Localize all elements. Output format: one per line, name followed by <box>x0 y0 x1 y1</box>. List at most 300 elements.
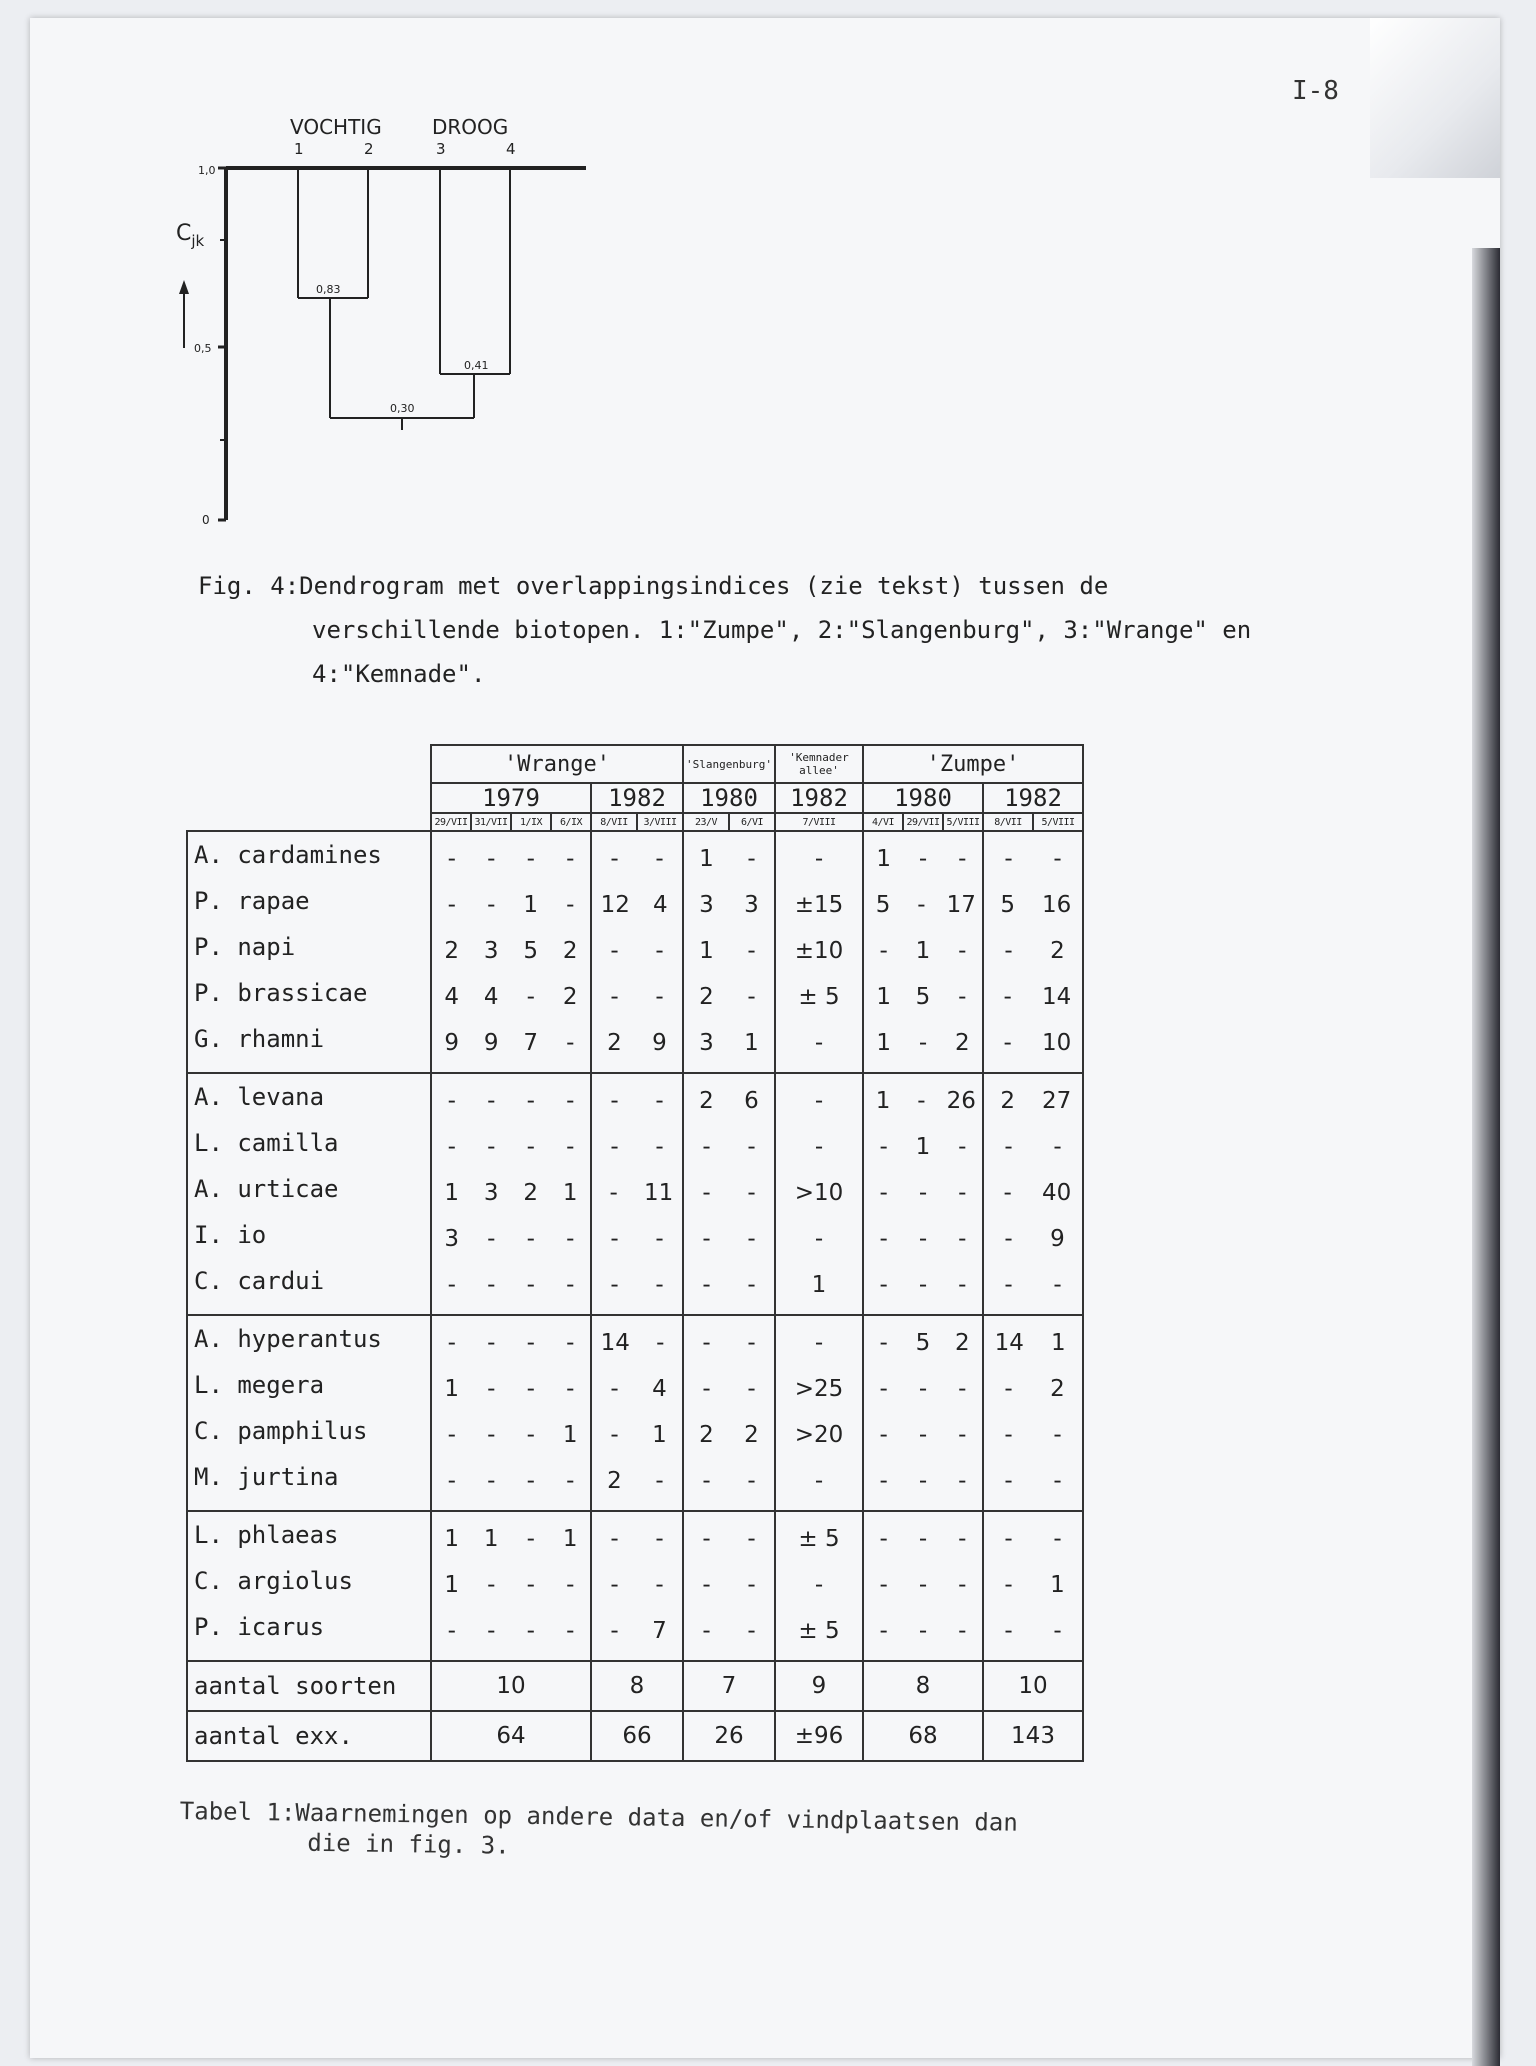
value: 3 <box>444 1226 460 1252</box>
value: - <box>487 1376 496 1402</box>
header-date: 31/VII <box>471 813 511 831</box>
value-line <box>684 1516 774 1562</box>
value-line <box>684 1020 774 1066</box>
species-name: A. urticae <box>194 1175 339 1203</box>
value: - <box>566 1376 575 1402</box>
summary-value: 7 <box>683 1661 775 1711</box>
figure-caption-line2: verschillende biotopen. 1:"Zumpe", 2:"Slangenburg", 3:"Wrange" en <box>312 616 1252 644</box>
value: - <box>1053 1422 1062 1448</box>
dendro-header-droog: DROOG <box>432 115 509 139</box>
value: ± 5 <box>798 984 840 1010</box>
value: 2 <box>744 1422 759 1448</box>
value: 3 <box>483 1180 499 1206</box>
value: - <box>1004 1272 1013 1298</box>
value: - <box>918 1572 928 1598</box>
value: - <box>447 1330 456 1356</box>
value: - <box>747 1180 756 1206</box>
values-cell <box>431 831 591 1073</box>
value-line <box>864 1366 982 1412</box>
value: 7 <box>652 1618 667 1644</box>
value: 1 <box>876 846 891 872</box>
dendro-node-041: 0,41 <box>464 359 489 372</box>
value: - <box>610 1572 619 1598</box>
values-cell <box>983 1511 1083 1661</box>
value: - <box>1053 846 1062 872</box>
dendro-node-030: 0,30 <box>390 402 415 415</box>
header-date: 7/VIII <box>775 813 863 831</box>
value-line <box>776 1608 862 1654</box>
value-line <box>864 1608 982 1654</box>
values-cell <box>591 1511 683 1661</box>
value-line <box>592 1320 682 1366</box>
value: - <box>918 1030 928 1056</box>
values-cell <box>863 831 983 1073</box>
header-date: 29/VII <box>903 813 943 831</box>
value: - <box>958 1572 967 1598</box>
value: 1 <box>562 1422 578 1448</box>
value-line <box>684 928 774 974</box>
value-line <box>432 1608 590 1654</box>
value: 2 <box>607 1030 622 1056</box>
value: - <box>958 1272 967 1298</box>
value: - <box>879 1180 888 1206</box>
value-line <box>684 1124 774 1170</box>
values-cell <box>775 831 863 1073</box>
value: - <box>610 1422 619 1448</box>
value: - <box>879 1572 888 1598</box>
value: 1 <box>562 1180 578 1206</box>
value: - <box>655 984 664 1010</box>
value: - <box>526 984 535 1010</box>
value: - <box>814 1030 824 1056</box>
value-line <box>864 1320 982 1366</box>
value: - <box>526 846 535 872</box>
header-date: 29/VII <box>431 813 471 831</box>
values-cell <box>775 1511 863 1661</box>
value: - <box>958 1526 967 1552</box>
value: - <box>879 938 888 964</box>
value: - <box>1004 1572 1013 1598</box>
value: - <box>610 1272 619 1298</box>
value: - <box>814 1468 824 1494</box>
header-year: 1982 <box>591 783 683 813</box>
value-line <box>864 1516 982 1562</box>
value-line <box>432 1216 590 1262</box>
value: - <box>702 1468 711 1494</box>
value-line <box>432 1516 590 1562</box>
value-line <box>776 1124 862 1170</box>
value: - <box>487 1422 496 1448</box>
dendro-leaf-3: 3 <box>436 140 446 158</box>
dendro-ytick-0: 0 <box>202 513 210 527</box>
value: - <box>526 1468 535 1494</box>
header-site: 'Kemnader allee' <box>775 745 863 783</box>
summary-value: 10 <box>983 1661 1083 1711</box>
header-date: 8/VII <box>591 813 637 831</box>
value: 2 <box>562 938 578 964</box>
value-line <box>592 836 682 882</box>
values-cell <box>591 831 683 1073</box>
species-name: P. brassicae <box>194 979 368 1007</box>
value-line <box>432 1412 590 1458</box>
value: - <box>655 1272 664 1298</box>
value-line <box>684 1216 774 1262</box>
value: 1 <box>744 1030 759 1056</box>
value: - <box>702 1376 711 1402</box>
value-line <box>684 1458 774 1504</box>
value-line <box>984 836 1082 882</box>
value-line <box>776 1170 862 1216</box>
value: - <box>1004 938 1013 964</box>
value: - <box>487 1618 496 1644</box>
values-cell <box>983 831 1083 1073</box>
value: - <box>1004 1468 1013 1494</box>
header-site: 'Slangenburg' <box>683 745 775 783</box>
header-date: 5/VIII <box>1033 813 1083 831</box>
value: - <box>702 1572 711 1598</box>
value: - <box>610 1226 619 1252</box>
value: 2 <box>1050 1376 1065 1402</box>
value-line <box>432 928 590 974</box>
value: - <box>814 1226 824 1252</box>
value-line <box>684 974 774 1020</box>
value: - <box>1053 1618 1062 1644</box>
value: - <box>610 1376 619 1402</box>
value-line <box>864 836 982 882</box>
value: - <box>702 1180 711 1206</box>
value: - <box>566 1572 575 1598</box>
value-line <box>864 1216 982 1262</box>
value: - <box>1004 1134 1013 1160</box>
values-cell <box>983 1073 1083 1315</box>
value-line <box>684 1366 774 1412</box>
figure-caption-line1: Fig. 4:Dendrogram met overlappingsindices (zie tekst) tussen de <box>198 572 1109 600</box>
value: - <box>610 938 619 964</box>
value-line <box>592 1412 682 1458</box>
value: - <box>487 846 496 872</box>
value-line <box>864 1124 982 1170</box>
value: - <box>879 1526 888 1552</box>
species-name: C. cardui <box>194 1267 325 1295</box>
species-name: A. cardamines <box>194 841 382 869</box>
value: - <box>1004 1226 1013 1252</box>
header-year: 1980 <box>683 783 775 813</box>
value: - <box>1004 846 1013 872</box>
value: - <box>702 1330 711 1356</box>
dendro-leaf-1: 1 <box>294 140 304 158</box>
species-name: L. phlaeas <box>194 1521 339 1549</box>
value-line <box>432 1458 590 1504</box>
value: >10 <box>794 1180 844 1206</box>
value: - <box>610 846 619 872</box>
value: - <box>814 1088 824 1114</box>
header-year: 1982 <box>983 783 1083 813</box>
value: - <box>747 984 756 1010</box>
value: 5 <box>875 892 891 918</box>
value-line <box>592 1124 682 1170</box>
value: - <box>747 1376 756 1402</box>
value-line <box>864 1020 982 1066</box>
value-line <box>776 1078 862 1124</box>
species-group <box>187 831 1083 1073</box>
values-cell <box>591 1315 683 1511</box>
species-group <box>187 1511 1083 1661</box>
value: - <box>447 1272 456 1298</box>
summary-value: 10 <box>431 1661 591 1711</box>
value: - <box>526 1088 535 1114</box>
value: - <box>879 1134 888 1160</box>
value: - <box>487 1468 496 1494</box>
value: 12 <box>600 892 630 918</box>
species-name: A. levana <box>194 1083 325 1111</box>
value: 2 <box>562 984 578 1010</box>
header-year: 1980 <box>863 783 983 813</box>
value: - <box>879 1422 888 1448</box>
value-line <box>864 882 982 928</box>
value-line <box>432 1320 590 1366</box>
value: 2 <box>954 1330 970 1356</box>
header-date: 23/V <box>683 813 729 831</box>
value-line <box>984 1320 1082 1366</box>
value-line <box>684 882 774 928</box>
dendro-node-083: 0,83 <box>316 283 341 296</box>
value: - <box>747 1226 756 1252</box>
species-names-cell <box>187 1511 431 1661</box>
value: - <box>1053 1468 1062 1494</box>
summary-value: ±96 <box>775 1711 863 1761</box>
value: - <box>918 1376 928 1402</box>
value-line <box>432 1124 590 1170</box>
value: - <box>814 1134 824 1160</box>
header-date: 1/IX <box>511 813 551 831</box>
value-line <box>984 1262 1082 1308</box>
values-cell <box>863 1073 983 1315</box>
value-line <box>592 1078 682 1124</box>
value: 1 <box>523 892 539 918</box>
value: 26 <box>946 1088 976 1114</box>
value: - <box>526 1422 535 1448</box>
value-line <box>592 1608 682 1654</box>
dendro-leaf-4: 4 <box>506 140 516 158</box>
value-line <box>984 1170 1082 1216</box>
value: >20 <box>794 1422 844 1448</box>
value: - <box>526 1618 535 1644</box>
value: 4 <box>652 892 668 918</box>
value: - <box>656 1330 665 1356</box>
value: 1 <box>876 1030 891 1056</box>
value: 1 <box>1050 1330 1066 1356</box>
value: 5 <box>1000 892 1015 918</box>
value: - <box>1004 1376 1013 1402</box>
value: - <box>487 892 496 918</box>
value: - <box>526 1330 535 1356</box>
value: - <box>610 1618 619 1644</box>
value: - <box>566 1272 575 1298</box>
value: 9 <box>483 1030 499 1056</box>
value: 2 <box>523 1180 539 1206</box>
values-cell <box>683 831 775 1073</box>
value: - <box>918 1180 928 1206</box>
value-line <box>984 1412 1082 1458</box>
species-names-cell <box>187 831 431 1073</box>
value: - <box>487 1272 496 1298</box>
value: - <box>566 1330 575 1356</box>
header-year: 1979 <box>431 783 591 813</box>
value-line <box>592 1366 682 1412</box>
value: - <box>958 1468 967 1494</box>
value: - <box>487 1330 496 1356</box>
value-line <box>776 1562 862 1608</box>
value: - <box>1003 984 1012 1010</box>
value: - <box>747 1272 756 1298</box>
value: 9 <box>652 1030 667 1056</box>
value: - <box>917 892 926 918</box>
summary-value: 66 <box>591 1711 683 1761</box>
value-line <box>432 1562 590 1608</box>
value: - <box>566 846 575 872</box>
values-cell <box>683 1511 775 1661</box>
value: 3 <box>699 1030 714 1056</box>
value: 5 <box>915 1330 931 1356</box>
species-group <box>187 1073 1083 1315</box>
values-cell <box>863 1315 983 1511</box>
value: ± 5 <box>798 1526 840 1552</box>
header-date: 6/IX <box>551 813 591 831</box>
value: 2 <box>607 1468 622 1494</box>
value: 3 <box>744 892 759 918</box>
page-number: I-8 <box>1292 76 1339 106</box>
value-line <box>684 1262 774 1308</box>
value-line <box>684 1608 774 1654</box>
species-group <box>187 1315 1083 1511</box>
value: - <box>958 1180 967 1206</box>
summary-value: 8 <box>591 1661 683 1711</box>
value: - <box>566 1618 575 1644</box>
value-line <box>984 1078 1082 1124</box>
value: - <box>526 1526 535 1552</box>
value: - <box>958 1134 967 1160</box>
value: - <box>958 1618 967 1644</box>
species-names-cell <box>187 1073 431 1315</box>
value: - <box>655 1226 664 1252</box>
value-line <box>864 928 982 974</box>
dendro-ytick-1: 1,0 <box>198 164 216 177</box>
value: 16 <box>1042 892 1072 918</box>
value: - <box>655 1572 664 1598</box>
species-name: A. hyperantus <box>194 1325 382 1353</box>
values-cell <box>863 1511 983 1661</box>
summary-row <box>187 1661 1083 1711</box>
value: - <box>918 1468 928 1494</box>
value: ±10 <box>794 938 844 964</box>
dendro-header-vochtig: VOCHTIG <box>290 115 382 139</box>
value: - <box>918 1618 928 1644</box>
value: - <box>702 1134 711 1160</box>
table-caption-line1: Tabel 1:Waarnemingen op andere data en/of vindplaatsen dan <box>179 1796 1018 1837</box>
summary-value: 8 <box>863 1661 983 1711</box>
value: - <box>1053 1526 1062 1552</box>
value: - <box>447 1134 456 1160</box>
value: 11 <box>644 1180 674 1206</box>
value-line <box>776 1366 862 1412</box>
value-line <box>984 1020 1082 1066</box>
value: - <box>879 1226 888 1252</box>
value: 17 <box>946 892 976 918</box>
value: 1 <box>876 984 891 1010</box>
value: - <box>610 1134 619 1160</box>
value: - <box>747 938 756 964</box>
value: - <box>918 1422 928 1448</box>
value: - <box>958 938 967 964</box>
dendrogram-figure <box>168 110 608 540</box>
value: 2 <box>1050 938 1065 964</box>
value: 14 <box>600 1330 630 1356</box>
dendro-y-label: $C_{jk}$ <box>176 221 205 250</box>
value: ± 5 <box>798 1618 840 1644</box>
summary-value: 26 <box>683 1711 775 1761</box>
value: - <box>1004 1422 1013 1448</box>
value-line <box>984 974 1082 1020</box>
value: - <box>702 1272 711 1298</box>
value: - <box>1053 1134 1062 1160</box>
values-cell <box>431 1511 591 1661</box>
value-line <box>684 1412 774 1458</box>
value: 4 <box>444 984 460 1010</box>
value: - <box>487 1088 496 1114</box>
value: - <box>879 1618 888 1644</box>
value: 2 <box>1000 1088 1015 1114</box>
value: 7 <box>523 1030 539 1056</box>
value: 1 <box>699 938 714 964</box>
header-date: 3/VIII <box>637 813 683 831</box>
value: - <box>958 846 967 872</box>
value: - <box>566 1088 575 1114</box>
species-names-cell <box>187 1315 431 1511</box>
value: - <box>655 1088 664 1114</box>
value: - <box>655 1134 664 1160</box>
value-line <box>432 882 590 928</box>
value: - <box>610 1526 619 1552</box>
value: - <box>958 984 967 1010</box>
value-line <box>684 1320 774 1366</box>
species-name: P. napi <box>194 933 296 961</box>
value: >25 <box>794 1376 844 1402</box>
value: - <box>609 1180 618 1206</box>
value: - <box>918 846 928 872</box>
value-line <box>592 928 682 974</box>
value-line <box>592 1262 682 1308</box>
value-line <box>864 974 982 1020</box>
values-cell <box>683 1073 775 1315</box>
table-caption-line2: die in fig. 3. <box>307 1828 510 1860</box>
value: - <box>918 1526 928 1552</box>
page-corner-fold <box>1370 18 1500 178</box>
figure-caption-line3: 4:"Kemnade". <box>312 660 486 688</box>
value-line <box>776 928 862 974</box>
value: - <box>526 1376 535 1402</box>
value: 9 <box>1050 1226 1065 1252</box>
value: - <box>447 1618 456 1644</box>
value-line <box>776 974 862 1020</box>
value-line <box>776 1412 862 1458</box>
header-date: 4/VI <box>863 813 903 831</box>
value: 1 <box>444 1180 460 1206</box>
value: - <box>702 1526 711 1552</box>
figure-caption <box>198 564 1251 696</box>
value: - <box>814 1572 824 1598</box>
value-line <box>432 974 590 1020</box>
value: - <box>879 1468 888 1494</box>
